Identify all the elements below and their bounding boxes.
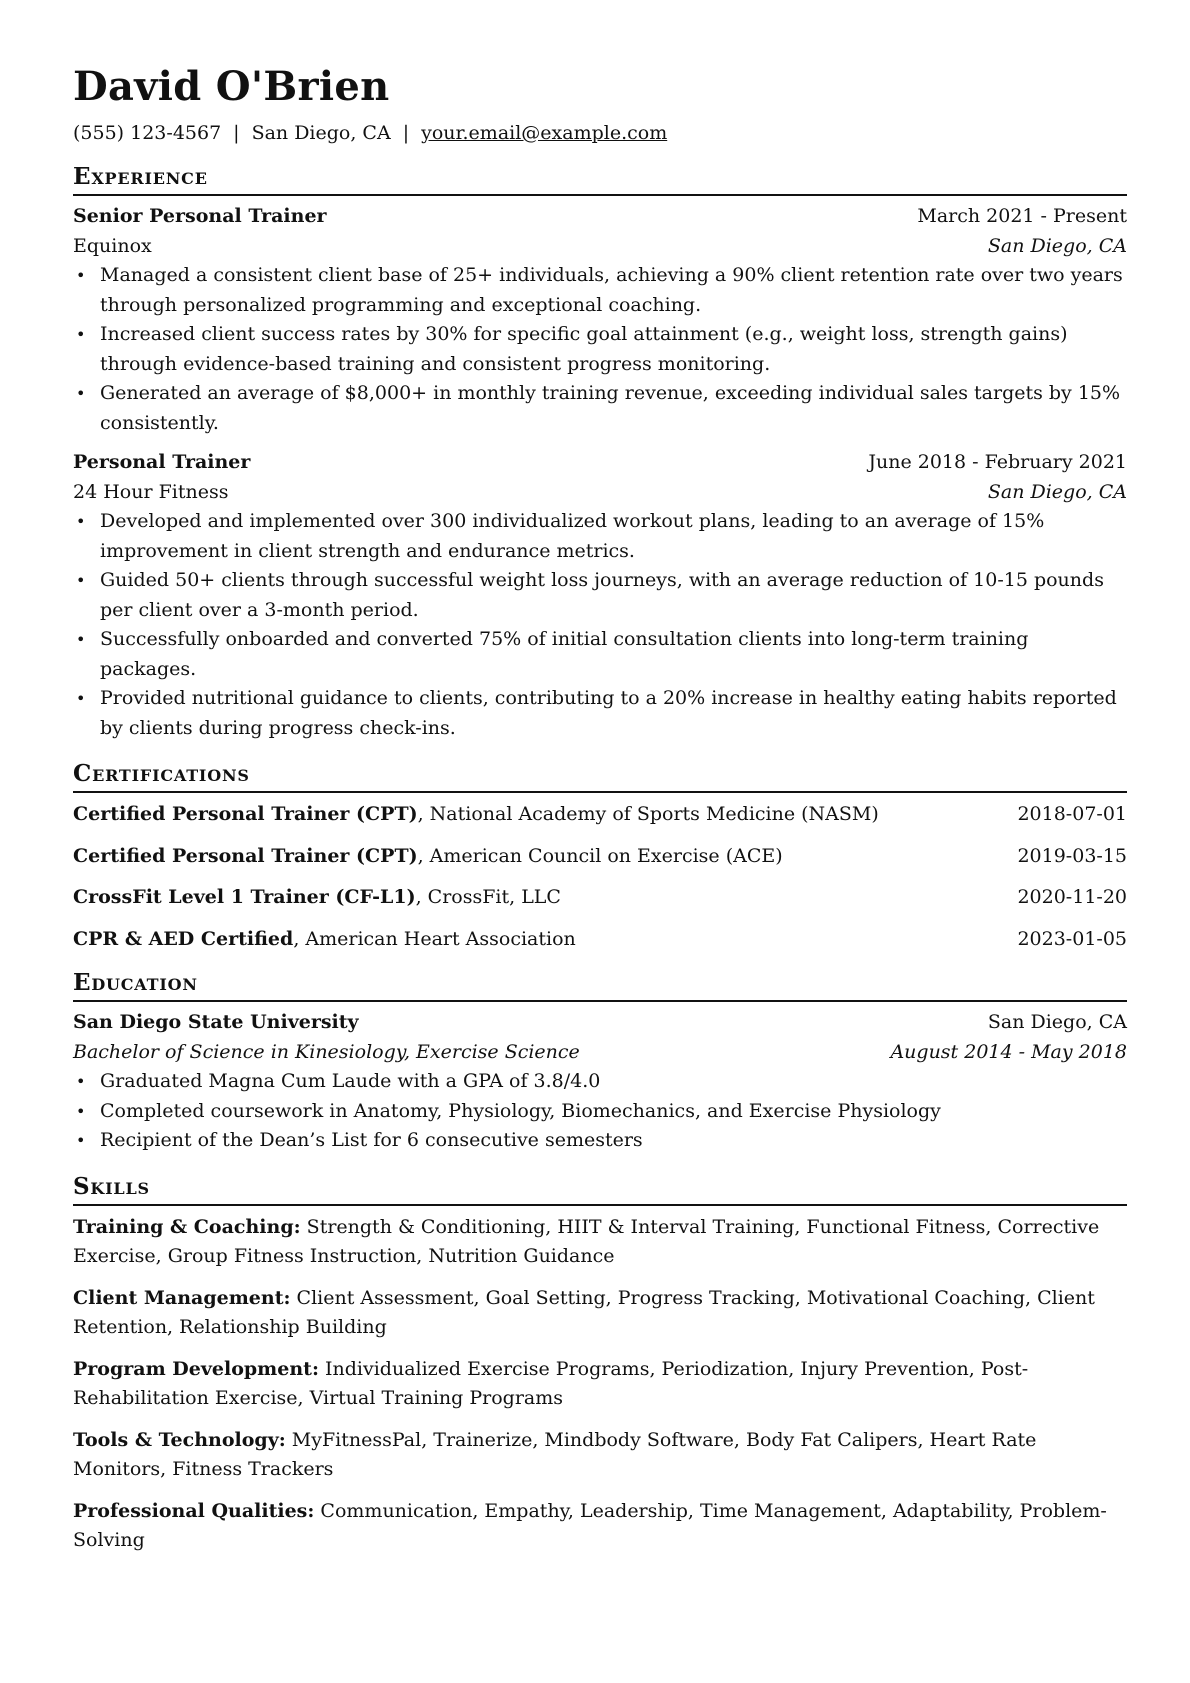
certification-row <box>73 883 1127 913</box>
job-subheader <box>73 232 1127 262</box>
certification-row <box>73 842 1127 872</box>
education-header <box>73 1008 1127 1038</box>
certification-issuer: , CrossFit, LLC <box>415 886 561 908</box>
job-header <box>73 202 1127 232</box>
certification-text <box>73 800 879 830</box>
bullet-item: • Graduated Magna Cum Laude with a GPA of 3.8/4.0 <box>100 1067 1127 1097</box>
job-company: 24 Hour Fitness <box>73 480 229 503</box>
job-bullets <box>73 261 1127 438</box>
education-entry <box>73 1008 1127 1156</box>
certification-issuer: , National Academy of Sports Medicine (NASM) <box>417 803 879 825</box>
job-dates: June 2018 - February 2021 <box>868 451 1127 473</box>
job-title: Senior Personal Trainer <box>73 205 327 227</box>
certifications-section <box>73 759 1127 954</box>
skills-list <box>73 1213 1127 1556</box>
certification-date: 2020-11-20 <box>1017 886 1127 908</box>
certification-name: Certified Personal Trainer (CPT) <box>73 844 418 867</box>
certification-issuer: , American Council on Exercise (ACE) <box>417 844 783 867</box>
location: San Diego, CA <box>251 122 391 144</box>
separator: | <box>233 122 240 144</box>
bullet-item: • Generated an average of $8,000+ in monthly training revenue, exceeding individual sales targets by 15% consistently. <box>100 379 1127 438</box>
skill-values: Individualized Exercise Programs, Periodization, Injury Prevention, Post-Rehabilitation Exercise, Virtual Training Programs <box>73 1357 1029 1409</box>
certification-name: CrossFit Level 1 Trainer (CF-L1) <box>73 886 416 908</box>
education-bullets <box>73 1067 1127 1156</box>
skills-section <box>73 1172 1127 1556</box>
job-header <box>73 448 1127 478</box>
job-location: San Diego, CA <box>987 234 1127 257</box>
skill-label: Client Management: <box>73 1286 291 1309</box>
job-company: Equinox <box>73 234 152 257</box>
certification-text <box>73 883 561 913</box>
skill-values: Client Assessment, Goal Setting, Progress Tracking, Motivational Coaching, Client Retention, Relationship Building <box>73 1286 1095 1338</box>
job-entry <box>73 448 1127 743</box>
skill-values: Strength & Conditioning, HIIT & Interval Training, Functional Fitness, Corrective Exercise, Group Fitness Instruction, Nutrition Guidance <box>73 1215 1100 1267</box>
certification-name: Certified Personal Trainer (CPT) <box>73 803 418 825</box>
skill-group <box>73 1213 1127 1272</box>
job-dates: March 2021 - Present <box>917 205 1127 227</box>
section-title-certifications: Certifications <box>73 759 1127 793</box>
section-title-skills: Skills <box>73 1172 1127 1206</box>
education-subheader <box>73 1038 1127 1068</box>
education-dates: August 2014 - May 2018 <box>890 1040 1127 1063</box>
skill-values: Communication, Empathy, Leadership, Time Management, Adaptability, Problem-Solving <box>73 1499 1107 1551</box>
certification-issuer: , American Heart Association <box>293 927 576 950</box>
section-title-education: Education <box>73 968 1127 1002</box>
bullet-item: • Developed and implemented over 300 individualized workout plans, leading to an average of 15% improvement in client strength and endurance metrics. <box>100 507 1127 566</box>
job-bullets <box>73 507 1127 743</box>
candidate-name: David O'Brien <box>73 63 390 110</box>
email-link[interactable]: your.email@example.com <box>421 122 668 144</box>
separator: | <box>402 122 410 144</box>
bullet-item: • Provided nutritional guidance to clients, contributing to a 20% increase in healthy eating habits reported by clients during progress check-ins. <box>100 684 1127 743</box>
skill-group <box>73 1355 1127 1414</box>
certification-list <box>73 800 1127 954</box>
skill-group <box>73 1284 1127 1343</box>
skill-group <box>73 1497 1127 1556</box>
certification-date: 2019-03-15 <box>1017 844 1127 867</box>
education-section <box>73 968 1127 1156</box>
bullet-item: • Increased client success rates by 30% for specific goal attainment (e.g., weight loss, strength gains) through evidence-based training and consistent progress monitoring. <box>100 320 1127 379</box>
skill-label: Training & Coaching: <box>73 1215 301 1238</box>
certification-date: 2023-01-05 <box>1017 927 1127 950</box>
job-title: Personal Trainer <box>73 451 251 473</box>
skill-label: Program Development: <box>73 1357 319 1380</box>
skill-values: MyFitnessPal, Trainerize, Mindbody Software, Body Fat Calipers, Heart Rate Monitors, Fitness Trackers <box>73 1428 1037 1480</box>
skill-label: Tools & Technology: <box>73 1428 286 1451</box>
bullet-item: • Recipient of the Dean’s List for 6 consecutive semesters <box>100 1126 1127 1156</box>
resume-content <box>73 58 1127 1568</box>
certification-text <box>73 925 576 955</box>
certification-row <box>73 925 1127 955</box>
school-name: San Diego State University <box>73 1011 359 1033</box>
bullet-item: • Successfully onboarded and converted 75% of initial consultation clients into long-term training packages. <box>100 625 1127 684</box>
contact-line <box>73 118 1127 148</box>
bullet-item: • Completed coursework in Anatomy, Physiology, Biomechanics, and Exercise Physiology <box>100 1097 1127 1127</box>
bullet-item: • Guided 50+ clients through successful weight loss journeys, with an average reduction of 10-15 pounds per client over a 3-month period. <box>100 566 1127 625</box>
certification-name: CPR & AED Certified <box>73 927 294 950</box>
phone: (555) 123-4567 <box>73 122 222 144</box>
skill-group <box>73 1426 1127 1485</box>
school-location: San Diego, CA <box>987 1011 1127 1033</box>
job-location: San Diego, CA <box>987 480 1127 503</box>
certification-row <box>73 800 1127 830</box>
certification-date: 2018-07-01 <box>1017 803 1127 825</box>
job-subheader <box>73 478 1127 508</box>
skill-label: Professional Qualities: <box>73 1499 315 1522</box>
section-title-experience: Experience <box>73 162 1127 196</box>
experience-section <box>73 162 1127 743</box>
job-entry <box>73 202 1127 438</box>
bullet-item: • Managed a consistent client base of 25+ individuals, achieving a 90% client retention rate over two years through personalized programming and exceptional coaching. <box>100 261 1127 320</box>
degree: Bachelor of Science in Kinesiology, Exercise Science <box>73 1040 580 1063</box>
certification-text <box>73 842 783 872</box>
